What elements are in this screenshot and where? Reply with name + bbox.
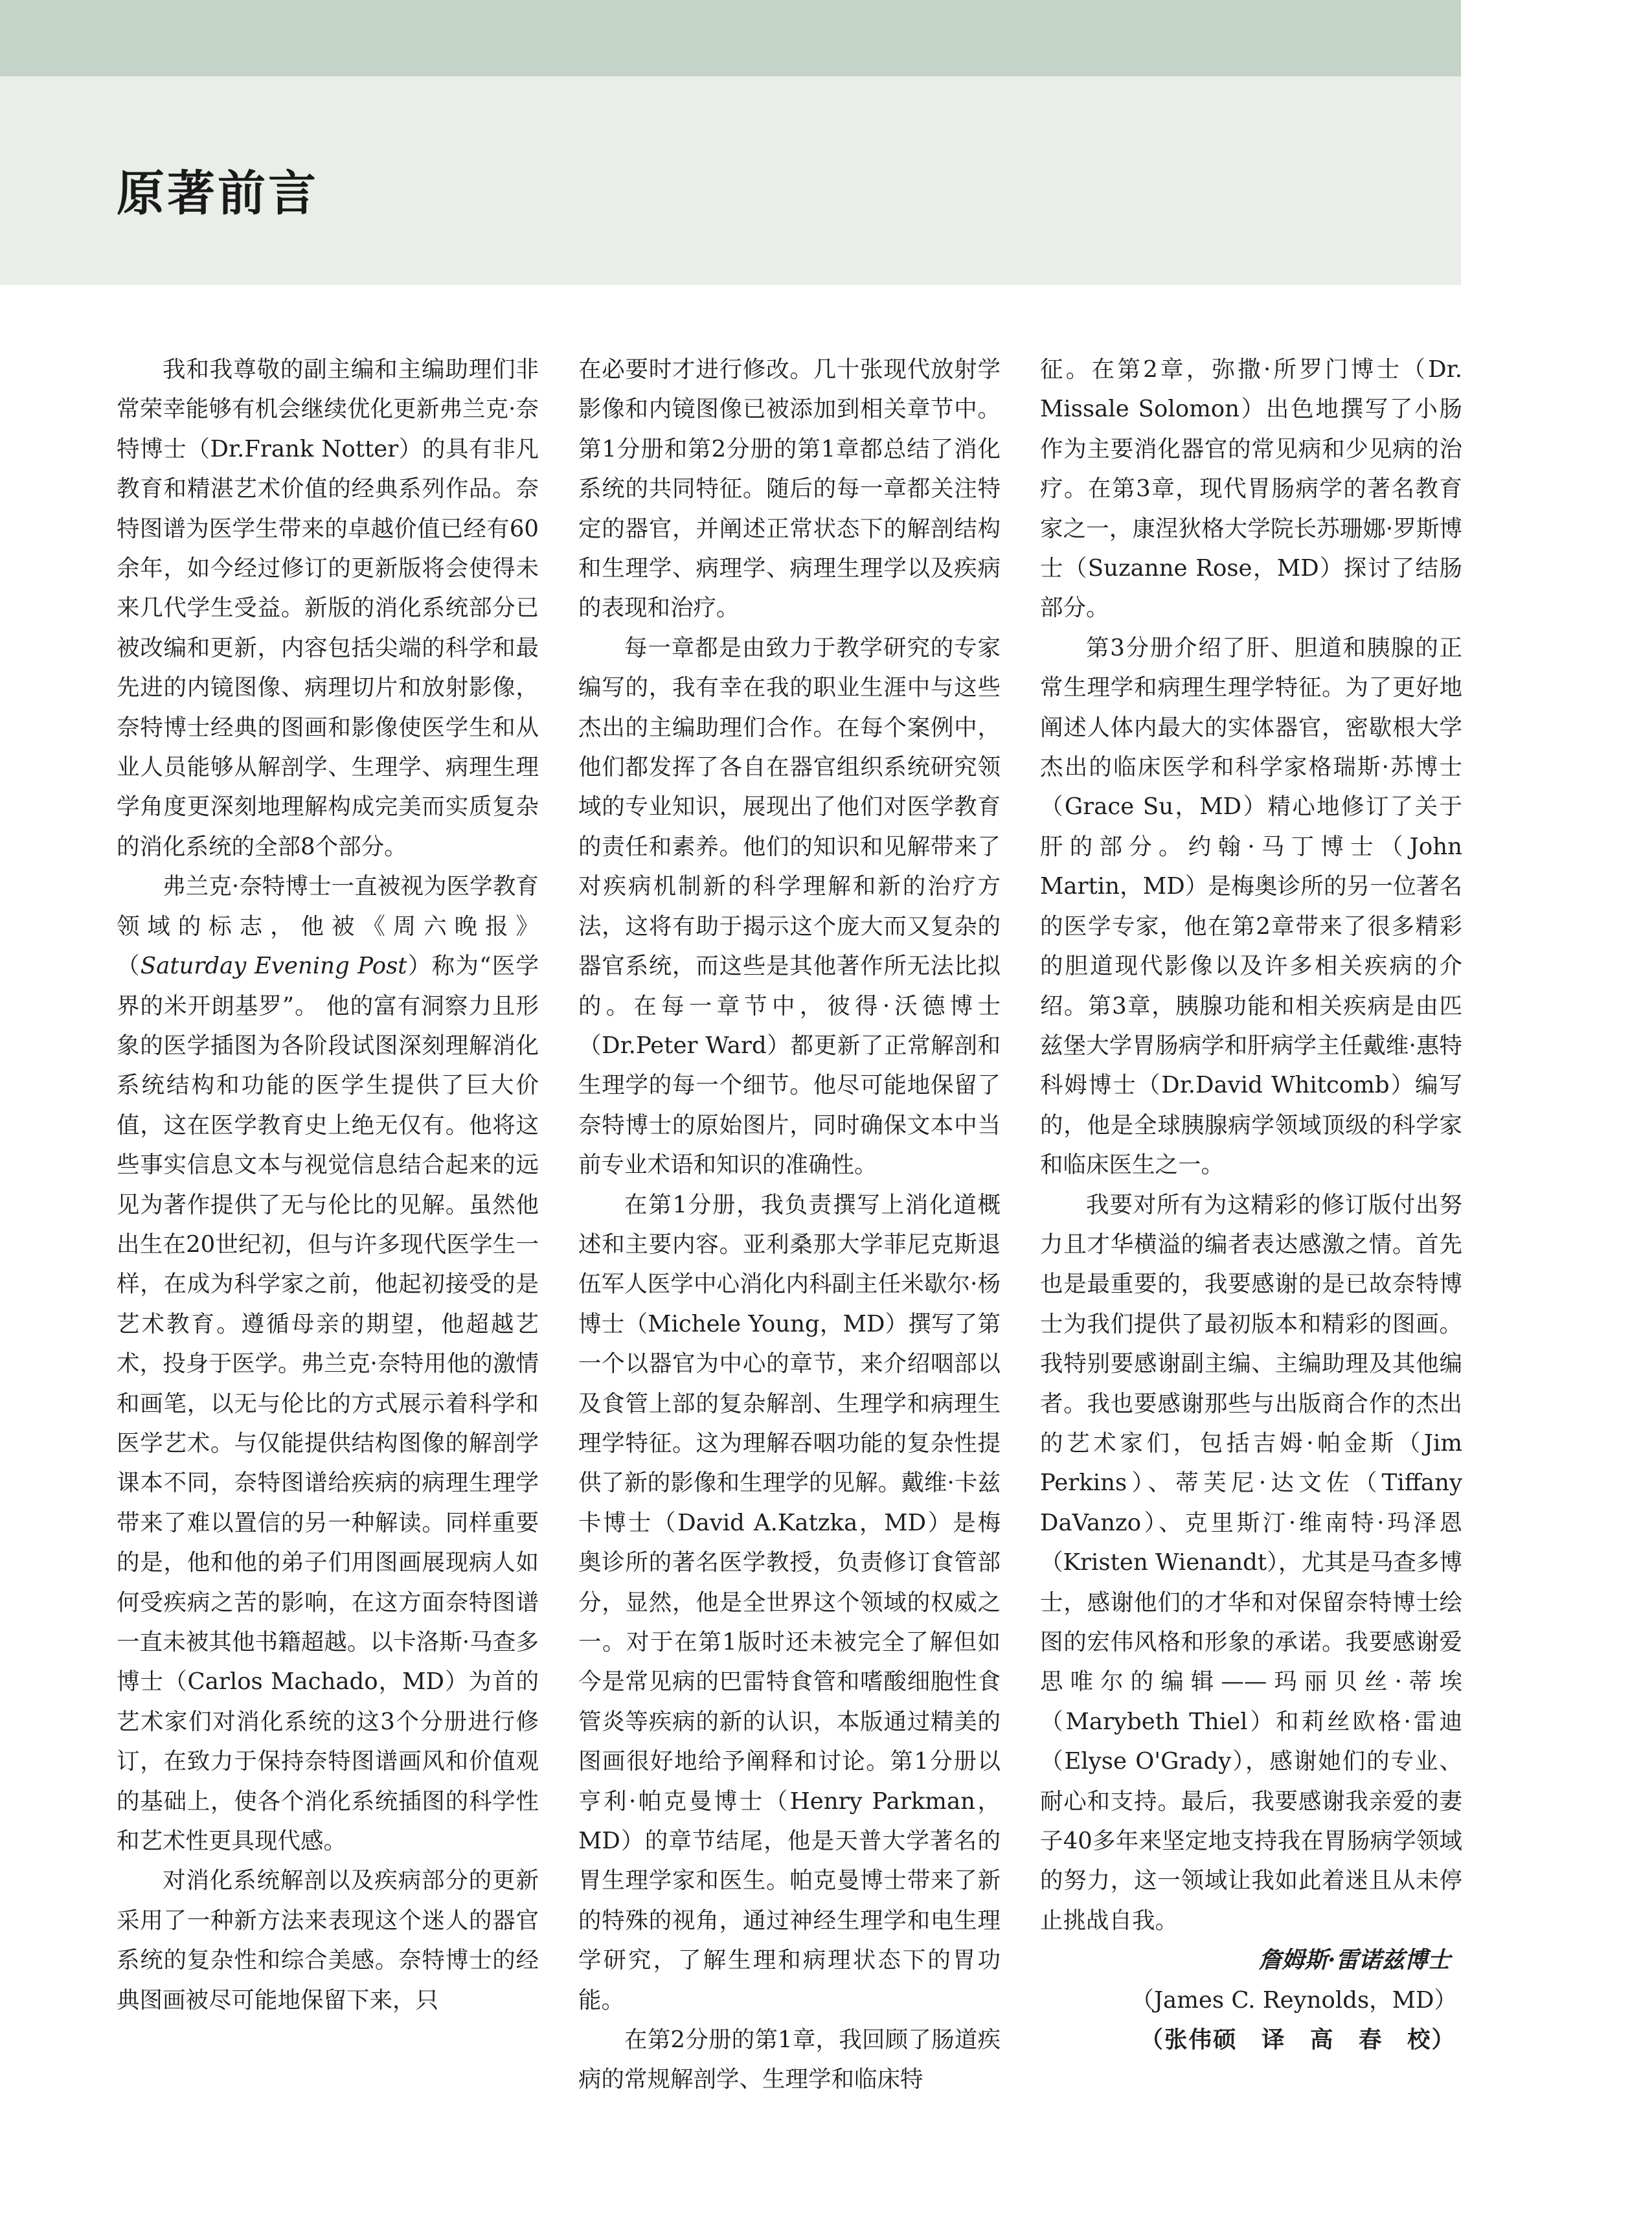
text-column-1	[117, 350, 539, 2020]
page-title: 原著前言	[117, 166, 319, 221]
paragraph: 第3分册介绍了肝、胆道和胰腺的正常生理学和病理生理学特征。为了更好地阐述人体内最大的实体器官，密歇根大学杰出的临床医学和科学家格瑞斯·苏博士（Grace Su，MD）精心地修订了关于肝的部分。约翰·马丁博士（John Martin，MD）是梅奥诊所的另一位著名的医学专家，他在第2章带来了很多精彩的胆道现代影像以及许多相关疾病的介绍。第3章，胰腺功能和相关疾病是由匹兹堡大学胃肠病学和肝病学主任戴维·惠特科姆博士（Dr.David Whitcomb）编写的，他是全球胰腺病学领域顶级的科学家和临床医生之一。	[1040, 634, 1462, 1179]
publication-title: Saturday Evening Post	[140, 953, 407, 980]
paragraph: 我要对所有为这精彩的修订版付出努力且才华横溢的编者表达感激之情。首先也是最重要的，我要感谢的是已故奈特博士为我们提供了最初版本和精彩的图画。我特别要感谢副主编、主编助理及其他编者。我也要感谢那些与出版商合作的杰出的艺术家们，包括吉姆·帕金斯（Jim Perkins）、蒂芙尼·达文佐（Tiffany DaVanzo）、克里斯汀·维南特·玛泽恩（Kristen Wienandt），尤其是马查多博士，感谢他们的才华和对保留奈特博士绘图的宏伟风格和形象的承诺。我要感谢爱思唯尔的编辑——玛丽贝丝·蒂埃（Marybeth Thiel）和莉丝欧格·雷迪（Elyse O'Grady），感谢她们的专业、耐心和支持。最后，我要感谢我亲爱的妻子40多年来坚定地支持我在胃肠病学领域的努力，这一领域让我如此着迷且从未停止挑战自我。	[1040, 1191, 1462, 1934]
paragraph: 每一章都是由致力于教学研究的专家编写的，我有幸在我的职业生涯中与这些杰出的主编助理们合作。在每个案例中，他们都发挥了各自在器官组织系统研究领域的专业知识，展现出了他们对医学教育的责任和素养。他们的知识和见解带来了对疾病机制新的科学理解和新的治疗方法，这将有助于揭示这个庞大而又复杂的器官系统，而这些是其他著作所无法比拟的。在每一章节中，彼得·沃德博士（Dr.Peter Ward）都更新了正常解剖和生理学的每一个细节。他尽可能地保留了奈特博士的原始图片，同时确保文本中当前专业术语和知识的准确性。	[578, 634, 1001, 1179]
paragraph: 在必要时才进行修改。几十张现代放射学影像和内镜图像已被添加到相关章节中。第1分册和第2分册的第1章都总结了消化系统的共同特征。随后的每一章都关注特定的器官，并阐述正常状态下的解剖结构和生理学、病理学、病理生理学以及疾病的表现和治疗。	[578, 356, 1001, 622]
paragraph: 在第1分册，我负责撰写上消化道概述和主要内容。亚利桑那大学菲尼克斯退伍军人医学中心消化内科副主任米歇尔·杨博士（Michele Young，MD）撰写了第一个以器官为中心的章节，来介绍咽部以及食管上部的复杂解剖、生理学和病理生理学特征。这为理解吞咽功能的复杂性提供了新的影像和生理学的见解。戴维·卡兹卡博士（David A.Katzka，MD）是梅奥诊所的著名医学教授，负责修订食管部分，显然，他是全世界这个领域的权威之一。对于在第1版时还未被完全了解但如今是常见病的巴雷特食管和嗜酸细胞性食管炎等疾病的新的认识，本版通过精美的图画很好地给予阐释和讨论。第1分册以亨利·帕克曼博士（Henry Parkman，MD）的章节结尾，他是天普大学著名的胃生理学家和医生。帕克曼博士带来了新的特殊的视角，通过神经生理学和电生理学研究，了解生理和病理状态下的胃功能。	[578, 1191, 1001, 2014]
translator-credit: （张伟硕 译 高 春 校）	[1140, 2027, 1456, 2054]
paragraph-text: ）称为“医学界的米开朗基罗”。 他的富有洞察力且形象的医学插图为各阶段试图深刻理解消化系统结构和功能的医学生提供了巨大价值，这在医学教育史上绝无仅有。他将这些事实信息文本与视觉信息结合起来的远见为著作提供了无与伦比的见解。虽然他出生在20世纪初，但与许多现代医学生一样，在成为科学家之前，他起初接受的是艺术教育。遵循母亲的期望，他超越艺术，投身于医学。弗兰克·奈特用他的激情和画笔，以无与伦比的方式展示着科学和医学艺术。与仅能提供结构图像的解剖学课本不同，奈特图谱给疾病的病理生理学带来了难以置信的另一种解读。同样重要的是，他和他的弟子们用图画展现病人如何受疾病之苦的影响，在这方面奈特图谱一直未被其他书籍超越。以卡洛斯·马查多博士（Carlos Machado，MD）为首的艺术家们对消化系统的这3个分册进行修订，在致力于保持奈特图谱画风和价值观的基础上，使各个消化系统插图的科学性和艺术性更具现代感。	[117, 953, 539, 1855]
signature-english-name: （James C. Reynolds，MD）	[1131, 1986, 1457, 2014]
paragraph: 我和我尊敬的副主编和主编助理们非常荣幸能够有机会继续优化更新弗兰克·奈特博士（Dr.Frank Notter）的具有非凡教育和精湛艺术价值的经典系列作品。奈特图谱为医学生带来的卓越价值已经有60余年，如今经过修订的更新版将会使得未来几代学生受益。新版的消化系统部分已被改编和更新，内容包括尖端的科学和最先进的内镜图像、病理切片和放射影像，奈特博士经典的图画和影像使医学生和从业人员能够从解剖学、生理学、病理生理学角度更深刻地理解构成完美而实质复杂的消化系统的全部8个部分。	[117, 356, 539, 860]
paragraph: 征。在第2章，弥撒·所罗门博士（Dr. Missale Solomon）出色地撰写了小肠作为主要消化器官的常见病和少见病的治疗。在第3章，现代胃肠病学的著名教育家之一，康涅狄格大学院长苏珊娜·罗斯博士（Suzanne Rose，MD）探讨了结肠部分。	[1040, 356, 1462, 622]
signature-name: 詹姆斯·雷诺兹博士	[1258, 1947, 1451, 1974]
paragraph: 在第2分册的第1章，我回顾了肠道疾病的常规解剖学、生理学和临床特	[578, 2027, 1001, 2093]
text-column-3	[1040, 350, 1462, 2060]
header-color-band	[0, 0, 1461, 76]
paragraph: 对消化系统解剖以及疾病部分的更新采用了一种新方法来表现这个迷人的器官系统的复杂性和综合美感。奈特博士的经典图画被尽可能地保留下来，只	[117, 1867, 539, 2014]
paragraph-text: 弗兰克·奈特博士一直被视为医学教育领域的标志，他被《周六晚报》（	[117, 873, 539, 980]
text-column-2	[578, 350, 1001, 2100]
paragraph	[117, 867, 539, 1861]
